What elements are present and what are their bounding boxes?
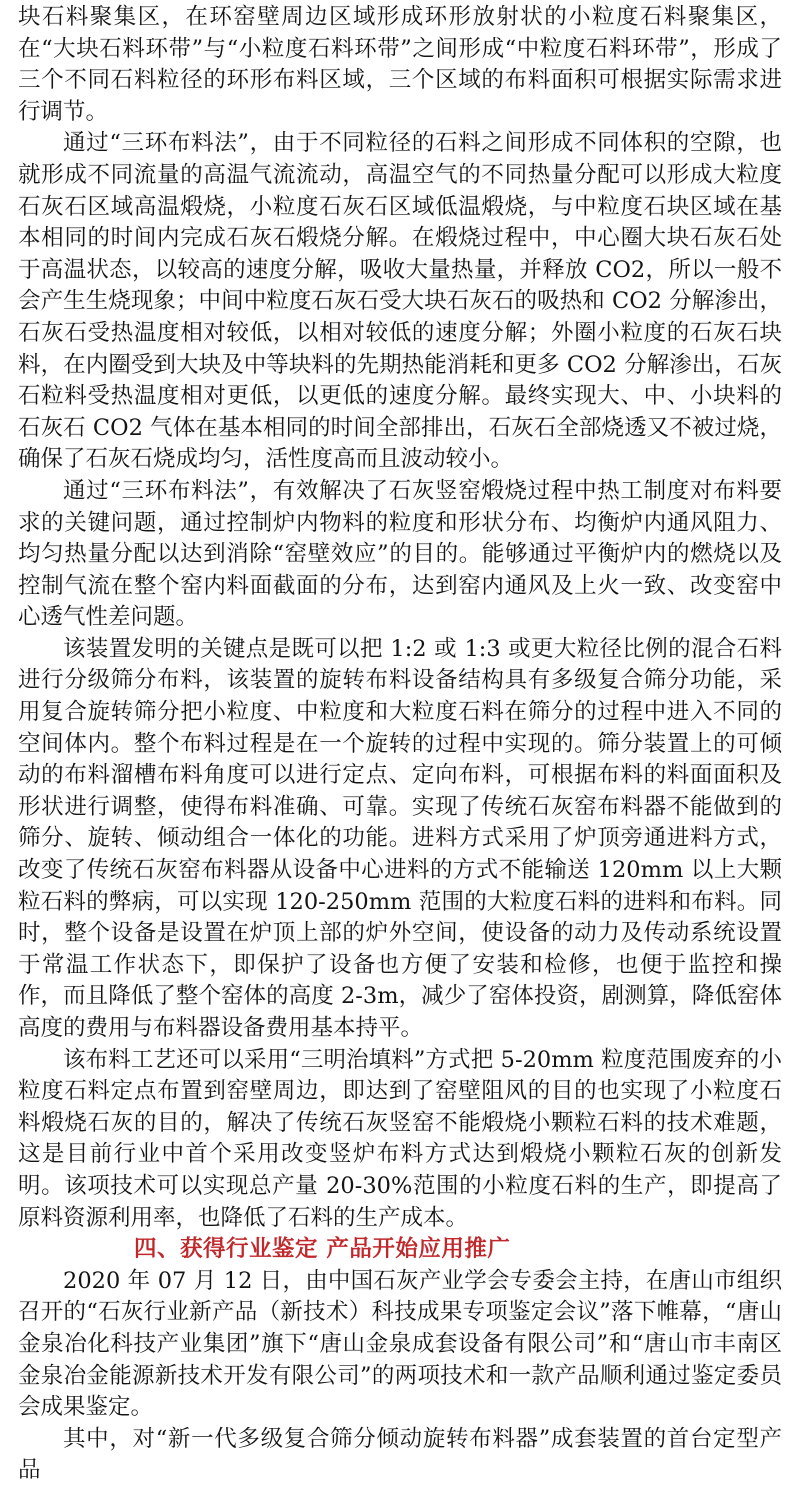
paragraph-appraisal-meeting: 2020 年 07 月 12 日，由中国石灰产业学会专委会主持，在唐山市组织召开的“石灰行业新产品（新技术）科技成果专项鉴定会议”落下帷幕，“唐山金泉冶化科技产业集团”旗下“唐山金泉成套设备有限公司”和“唐山市丰南区金泉冶金能源新技术开发有限公司”的两项技术和一款产品顺利通过鉴定委员会成果鉴定。 (18, 1267, 782, 1421)
paragraph-three-ring-method: 通过“三环布料法”，由于不同粒径的石料之间形成不同体积的空隙，也就形成不同流量的高温气流流动，高温空气的不同热量分配可以形成大粒度石灰石区域高温煅烧，小粒度石灰石区域低温煅烧，与中粒度石块区域在基本相同的时间内完成石灰石煅烧分解。在煅烧过程中，中心圈大块石灰石处于高温状态，以较高的速度分解，吸收大量热量，并释放 CO2，所以一般不会产生生烧现象；中间中粒度石灰石受大块石灰石的吸热和 CO2 分解渗出，石灰石受热温度相对较低，以相对较低的速度分解；外圈小粒度的石灰石块料，在内圈受到大块及中等块料的先期热能消耗和更多 CO2 分解渗出，石灰石粒料受热温度相对更低，以更低的速度分解。最终实现大、中、小块料的石灰石 CO2 气体在基本相同的时间全部排出，石灰石全部烧透又不被过烧，确保了石灰石烧成均匀，活性度高而且波动较小。 (18, 130, 782, 473)
paragraph-sandwich-filling: 该布料工艺还可以采用“三明治填料”方式把 5-20mm 粒度范围废弃的小粒度石料定点布置到窑壁周边，即达到了窑壁阻风的目的也实现了小粒度石料煅烧石灰的目的，解决了传统石灰竖窑不能煅烧小颗粒石料的技术难题，这是目前行业中首个采用改变竖炉布料方式达到煅烧小颗粒石灰的创新发明。该项技术可以实现总产量 20-30%范围的小粒度石料的生产，即提高了原料资源利用率，也降低了石料的生产成本。 (18, 1046, 782, 1231)
paragraph-device-key-points: 该装置发明的关键点是既可以把 1:2 或 1:3 或更大粒径比例的混合石料进行分级筛分布料，该装置的旋转布料设备结构具有多级复合筛分功能，采用复合旋转筛分把小粒度、中粒度和大粒度石料在筛分的过程中进入不同的空间体内。整个布料过程是在一个旋转的过程中实现的。筛分装置上的可倾动的布料溜槽布料角度可以进行定点、定向布料，可根据布料的料面面积及形状进行调整，使得布料准确、可靠。实现了传统石灰窑布料器不能做到的筛分、旋转、倾动组合一体化的功能。进料方式采用了炉顶旁通进料方式，改变了传统石灰窑布料器从设备中心进料的方式不能输送 120mm 以上大颗粒石料的弊病，可以实现 120-250mm 范围的大粒度石料的进料和布料。同时，整个设备是设置在炉顶上部的炉外空间，使设备的动力及传动系统设置于常温工作状态下，即保护了设备也方便了安装和检修，也便于监控和操作，而且降低了整个窑体的高度 2-3m，减少了窑体投资，剧测算，降低窑体高度的费用与布料器设备费用基本持平。 (18, 635, 782, 1041)
paragraph-first-product: 其中，对“新一代多级复合筛分倾动旋转布料器”成套装置的首台定型产品 (18, 1425, 782, 1484)
document-page (18, 2, 782, 1487)
paragraph-kiln-wall-effect: 通过“三环布料法”，有效解决了石灰竖窑煅烧过程中热工制度对布料要求的关键问题，通过控制炉内物料的粒度和形状分布、均衡炉内通风阻力、均匀热量分配以达到消除“窑壁效应”的目的。能够通过平衡炉内的燃烧以及控制气流在整个窑内料面截面的分布，达到窑内通风及上火一致、改变窑中心透气性差问题。 (18, 477, 782, 631)
section-heading: 四、获得行业鉴定 产品开始应用推广 (134, 1236, 511, 1263)
paragraph-continuation: 块石料聚集区，在环窑壁周边区域形成环形放射状的小粒度石料聚集区，在“大块石料环带”与“小粒度石料环带”之间形成“中粒度石料环带”，形成了三个不同石料粒径的环形布料区域，三个区域的布料面积可根据实际需求进行调节。 (18, 4, 782, 125)
